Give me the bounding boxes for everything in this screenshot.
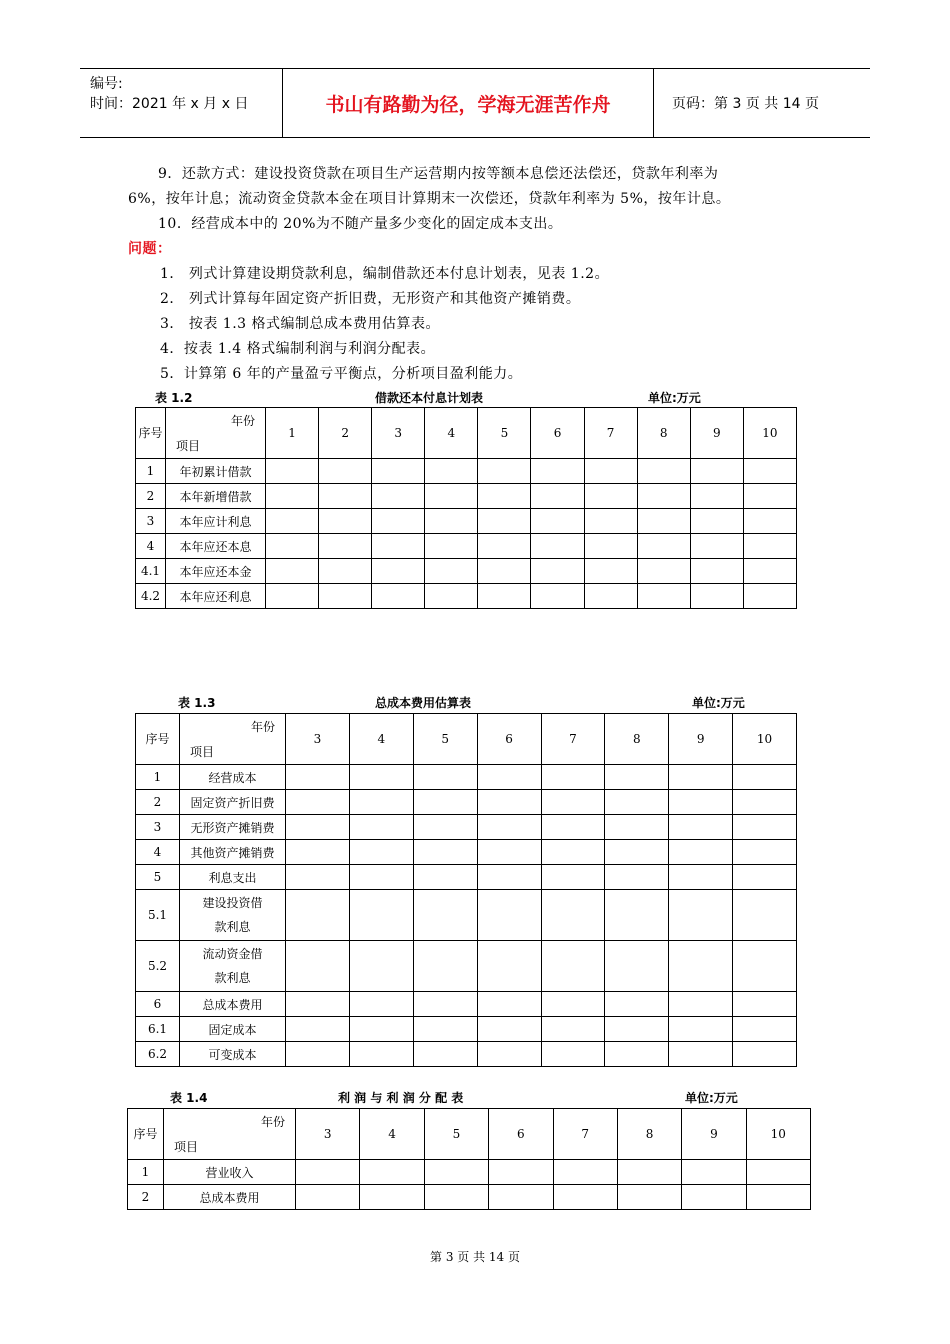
table-cell: [669, 865, 733, 890]
table-cell: [637, 584, 690, 609]
header-year-9: 9: [669, 714, 733, 765]
table-cell: [541, 890, 605, 941]
table-cell: [541, 840, 605, 865]
header-year-4: 4: [349, 714, 413, 765]
table-cell: [413, 1042, 477, 1067]
table-cell: [605, 890, 669, 941]
question-4: 4．按表 1.4 格式编制利润与利润分配表。: [160, 341, 436, 357]
table-header-row: [128, 1109, 811, 1160]
table-cell: [553, 1160, 617, 1185]
table-cell: [478, 509, 531, 534]
table-cell: [349, 941, 413, 992]
table-cell: [489, 1185, 553, 1210]
loan-repayment-table: [135, 407, 797, 609]
table-cell: [541, 1042, 605, 1067]
table-cell: [669, 765, 733, 790]
row-item: 本年新增借款: [166, 484, 266, 509]
table-cell: [319, 459, 372, 484]
table-cell: [690, 484, 743, 509]
table-cell: [617, 1160, 681, 1185]
table-cell: [413, 840, 477, 865]
table-cell: [584, 509, 637, 534]
table-cell: [413, 790, 477, 815]
header-year: 年份: [250, 720, 275, 734]
row-seq: 3: [136, 509, 166, 534]
question-5: 5．计算第 6 年的产量盈亏平衡点，分析项目盈利能力。: [160, 366, 523, 382]
row-item: 年初累计借款: [166, 459, 266, 484]
table-cell: [478, 534, 531, 559]
page-footer: 第 3 页 共 14 页: [430, 1250, 520, 1264]
table-cell: [349, 865, 413, 890]
table-row: [136, 941, 797, 992]
profit-distribution-table: [127, 1108, 811, 1210]
table-cell: [733, 890, 797, 941]
table-cell: [413, 890, 477, 941]
table-cell: [733, 815, 797, 840]
table13-unit: 单位:万元: [692, 696, 745, 710]
table-cell: [319, 584, 372, 609]
table-cell: [319, 484, 372, 509]
header-year-5: 5: [413, 714, 477, 765]
header-year-4: 4: [425, 408, 478, 459]
table-cell: [584, 559, 637, 584]
header-year-8: 8: [637, 408, 690, 459]
header-year: 年份: [230, 414, 255, 428]
questions-title: 问题：: [128, 241, 172, 257]
header-year-7: 7: [541, 714, 605, 765]
table-row: [136, 840, 797, 865]
table-cell: [605, 765, 669, 790]
table-cell: [413, 1017, 477, 1042]
table-cell: [584, 534, 637, 559]
row-item: 流动资金借款利息: [180, 941, 286, 992]
table14-label: 表 1.4: [170, 1091, 208, 1105]
table-cell: [286, 815, 350, 840]
row-item: 经营成本: [180, 765, 286, 790]
table-cell: [425, 509, 478, 534]
table-cell: [669, 840, 733, 865]
table-cell: [605, 1017, 669, 1042]
table-cell: [690, 534, 743, 559]
table-cell: [477, 815, 541, 840]
row-item: 总成本费用: [180, 992, 286, 1017]
header-year-7: 7: [584, 408, 637, 459]
table-cell: [478, 459, 531, 484]
header-seq: 序号: [136, 408, 166, 459]
table-cell: [605, 941, 669, 992]
table-cell: [584, 459, 637, 484]
table-cell: [531, 459, 584, 484]
table-cell: [477, 992, 541, 1017]
table-cell: [669, 1017, 733, 1042]
table14-title: 利 润 与 利 润 分 配 表: [338, 1091, 464, 1105]
table-row: [128, 1185, 811, 1210]
row-seq: 1: [128, 1160, 164, 1185]
table-cell: [424, 1185, 488, 1210]
row-item: 固定成本: [180, 1017, 286, 1042]
table-cell: [266, 459, 319, 484]
table-cell: [372, 534, 425, 559]
header-year-8: 8: [605, 714, 669, 765]
table-cell: [637, 459, 690, 484]
table-cell: [690, 584, 743, 609]
table-cell: [733, 1042, 797, 1067]
table-row: [136, 1017, 797, 1042]
header-year-9: 9: [690, 408, 743, 459]
table-row: [136, 865, 797, 890]
table-cell: [425, 534, 478, 559]
table-cell: [637, 534, 690, 559]
table13-label: 表 1.3: [178, 696, 216, 710]
row-seq: 2: [136, 790, 180, 815]
table-cell: [413, 992, 477, 1017]
table-cell: [682, 1160, 746, 1185]
row-item: 总成本费用: [164, 1185, 296, 1210]
row-seq: 2: [136, 484, 166, 509]
header-year-10: 10: [746, 1109, 810, 1160]
page-header: [80, 68, 870, 138]
question-2: 2． 列式计算每年固定资产折旧费，无形资产和其他资产摊销费。: [160, 291, 581, 307]
table-cell: [286, 1042, 350, 1067]
header-year-9: 9: [682, 1109, 746, 1160]
row-item: 本年应计利息: [166, 509, 266, 534]
header-year-10: 10: [743, 408, 796, 459]
header-year-6: 6: [477, 714, 541, 765]
table-cell: [669, 1042, 733, 1067]
table-cell: [669, 890, 733, 941]
table-cell: [541, 765, 605, 790]
header-year-item: [180, 714, 286, 765]
row-seq: 5.2: [136, 941, 180, 992]
row-item: 利息支出: [180, 865, 286, 890]
table-cell: [637, 559, 690, 584]
table-cell: [605, 1042, 669, 1067]
row-seq: 6.2: [136, 1042, 180, 1067]
table-cell: [584, 484, 637, 509]
table-row: [136, 890, 797, 941]
table-cell: [733, 992, 797, 1017]
table-cell: [478, 584, 531, 609]
table-cell: [605, 992, 669, 1017]
table-cell: [477, 1017, 541, 1042]
header-year-1: 1: [266, 408, 319, 459]
row-item: 建设投资借款利息: [180, 890, 286, 941]
table-cell: [286, 941, 350, 992]
table12-label: 表 1.2: [155, 391, 193, 405]
table-cell: [319, 534, 372, 559]
table-cell: [690, 509, 743, 534]
table-cell: [605, 815, 669, 840]
table-cell: [733, 790, 797, 815]
table-cell: [286, 790, 350, 815]
table-cell: [477, 890, 541, 941]
table-row: [136, 509, 797, 534]
table-header-row: [136, 408, 797, 459]
table-cell: [349, 815, 413, 840]
header-year-2: 2: [319, 408, 372, 459]
table-cell: [286, 865, 350, 890]
header-motto: 书山有路勤为径，学海无涯苦作舟: [283, 69, 654, 137]
table-cell: [743, 534, 796, 559]
row-item: 本年应还本息: [166, 534, 266, 559]
header-year-8: 8: [617, 1109, 681, 1160]
table-cell: [349, 765, 413, 790]
table-cell: [743, 509, 796, 534]
header-seq: 序号: [128, 1109, 164, 1160]
table-row: [136, 992, 797, 1017]
row-seq: 1: [136, 459, 166, 484]
row-item: 固定资产折旧费: [180, 790, 286, 815]
table-cell: [360, 1185, 424, 1210]
table-cell: [682, 1185, 746, 1210]
table-cell: [372, 484, 425, 509]
table-cell: [266, 584, 319, 609]
header-item: 项目: [176, 439, 201, 453]
header-year-item: [166, 408, 266, 459]
table-cell: [637, 509, 690, 534]
table-cell: [319, 509, 372, 534]
table-cell: [743, 484, 796, 509]
table-cell: [349, 790, 413, 815]
header-year-5: 5: [424, 1109, 488, 1160]
table-cell: [372, 459, 425, 484]
table-cell: [531, 484, 584, 509]
table-cell: [349, 840, 413, 865]
table-cell: [541, 865, 605, 890]
table-cell: [477, 941, 541, 992]
table-cell: [349, 890, 413, 941]
table-cell: [690, 459, 743, 484]
table-cell: [413, 941, 477, 992]
table-row: [136, 459, 797, 484]
table-cell: [424, 1160, 488, 1185]
header-year-item: [164, 1109, 296, 1160]
header-year-7: 7: [553, 1109, 617, 1160]
header-year-3: 3: [296, 1109, 360, 1160]
table-cell: [733, 941, 797, 992]
table-cell: [477, 865, 541, 890]
table-cell: [690, 559, 743, 584]
table-cell: [605, 840, 669, 865]
header-seq: 序号: [136, 714, 180, 765]
header-year: 年份: [260, 1115, 285, 1129]
paragraph-9-line2: 6%，按年计息；流动资金贷款本金在项目计算期末一次偿还，贷款年利率为 5%，按年计息。: [128, 191, 731, 207]
header-meta: [80, 69, 283, 137]
table-cell: [349, 992, 413, 1017]
document-time: 时间：2021 年 x 月 x 日: [90, 96, 249, 112]
table-cell: [349, 1042, 413, 1067]
header-year-4: 4: [360, 1109, 424, 1160]
header-year-3: 3: [372, 408, 425, 459]
row-item: 可变成本: [180, 1042, 286, 1067]
table-cell: [733, 765, 797, 790]
table-row: [128, 1160, 811, 1185]
table14-unit: 单位:万元: [685, 1091, 738, 1105]
table-cell: [531, 509, 584, 534]
table-cell: [296, 1160, 360, 1185]
row-item: 本年应还本金: [166, 559, 266, 584]
table-cell: [669, 815, 733, 840]
row-seq: 4: [136, 840, 180, 865]
table-cell: [425, 559, 478, 584]
table-cell: [617, 1185, 681, 1210]
table-cell: [605, 790, 669, 815]
table-cell: [743, 559, 796, 584]
table-cell: [266, 484, 319, 509]
table-cell: [286, 992, 350, 1017]
table-cell: [425, 484, 478, 509]
table-cell: [349, 1017, 413, 1042]
table-cell: [541, 790, 605, 815]
table13-title: 总成本费用估算表: [375, 696, 472, 710]
table-cell: [531, 534, 584, 559]
table-cell: [286, 840, 350, 865]
row-seq: 4: [136, 534, 166, 559]
table-cell: [541, 941, 605, 992]
header-year-5: 5: [478, 408, 531, 459]
row-seq: 1: [136, 765, 180, 790]
question-1: 1． 列式计算建设期贷款利息，编制借款还本付息计划表，见表 1.2。: [160, 266, 610, 282]
table-cell: [477, 1042, 541, 1067]
table-cell: [637, 484, 690, 509]
table-cell: [541, 992, 605, 1017]
table-cell: [489, 1160, 553, 1185]
row-item: 本年应还利息: [166, 584, 266, 609]
table-row: [136, 815, 797, 840]
table-row: [136, 584, 797, 609]
table-cell: [733, 865, 797, 890]
table-header-row: [136, 714, 797, 765]
document-number: 编号:: [90, 76, 123, 92]
table-cell: [669, 790, 733, 815]
table-cell: [266, 559, 319, 584]
table-cell: [669, 992, 733, 1017]
table-cell: [296, 1185, 360, 1210]
table-cell: [372, 584, 425, 609]
table-row: [136, 790, 797, 815]
row-seq: 6.1: [136, 1017, 180, 1042]
row-seq: 5: [136, 865, 180, 890]
question-3: 3． 按表 1.3 格式编制总成本费用估算表。: [160, 316, 441, 332]
row-seq: 3: [136, 815, 180, 840]
paragraph-9-line1: 9．还款方式：建设投资贷款在项目生产运营期内按等额本息偿还法偿还，贷款年利率为: [158, 166, 719, 182]
table-cell: [286, 765, 350, 790]
table-cell: [477, 840, 541, 865]
table-cell: [266, 509, 319, 534]
table-cell: [413, 815, 477, 840]
paragraph-10: 10．经营成本中的 20%为不随产量多少变化的固定成本支出。: [158, 216, 563, 232]
table-cell: [605, 865, 669, 890]
table-cell: [743, 459, 796, 484]
table-cell: [733, 840, 797, 865]
table-cell: [746, 1185, 810, 1210]
table-cell: [413, 765, 477, 790]
row-seq: 4.1: [136, 559, 166, 584]
table-row: [136, 484, 797, 509]
table-cell: [477, 790, 541, 815]
table-cell: [477, 765, 541, 790]
table-cell: [413, 865, 477, 890]
table-cell: [553, 1185, 617, 1210]
table-cell: [733, 1017, 797, 1042]
table-cell: [360, 1160, 424, 1185]
header-item: 项目: [174, 1140, 199, 1154]
table-cell: [669, 941, 733, 992]
table-cell: [541, 1017, 605, 1042]
row-item: 营业收入: [164, 1160, 296, 1185]
table-row: [136, 1042, 797, 1067]
row-seq: 2: [128, 1185, 164, 1210]
header-year-6: 6: [489, 1109, 553, 1160]
table-cell: [286, 1017, 350, 1042]
table-cell: [266, 534, 319, 559]
table-cell: [425, 584, 478, 609]
row-seq: 6: [136, 992, 180, 1017]
table12-title: 借款还本付息计划表: [375, 391, 484, 405]
table-cell: [286, 890, 350, 941]
header-year-10: 10: [733, 714, 797, 765]
table-cell: [541, 815, 605, 840]
header-item: 项目: [190, 745, 215, 759]
table-cell: [478, 484, 531, 509]
table-cell: [531, 559, 584, 584]
table-row: [136, 559, 797, 584]
total-cost-table: [135, 713, 797, 1067]
table-cell: [531, 584, 584, 609]
table-cell: [478, 559, 531, 584]
table-cell: [319, 559, 372, 584]
table12-unit: 单位:万元: [648, 391, 701, 405]
table-row: [136, 765, 797, 790]
table-cell: [372, 509, 425, 534]
table-cell: [743, 584, 796, 609]
header-year-3: 3: [286, 714, 350, 765]
row-seq: 4.2: [136, 584, 166, 609]
table-cell: [372, 559, 425, 584]
table-row: [136, 534, 797, 559]
row-seq: 5.1: [136, 890, 180, 941]
table-cell: [584, 584, 637, 609]
row-item: 无形资产摊销费: [180, 815, 286, 840]
header-page-number: 页码：第 3 页 共 14 页: [672, 96, 819, 112]
table-cell: [746, 1160, 810, 1185]
header-year-6: 6: [531, 408, 584, 459]
row-item: 其他资产摊销费: [180, 840, 286, 865]
table-cell: [425, 459, 478, 484]
